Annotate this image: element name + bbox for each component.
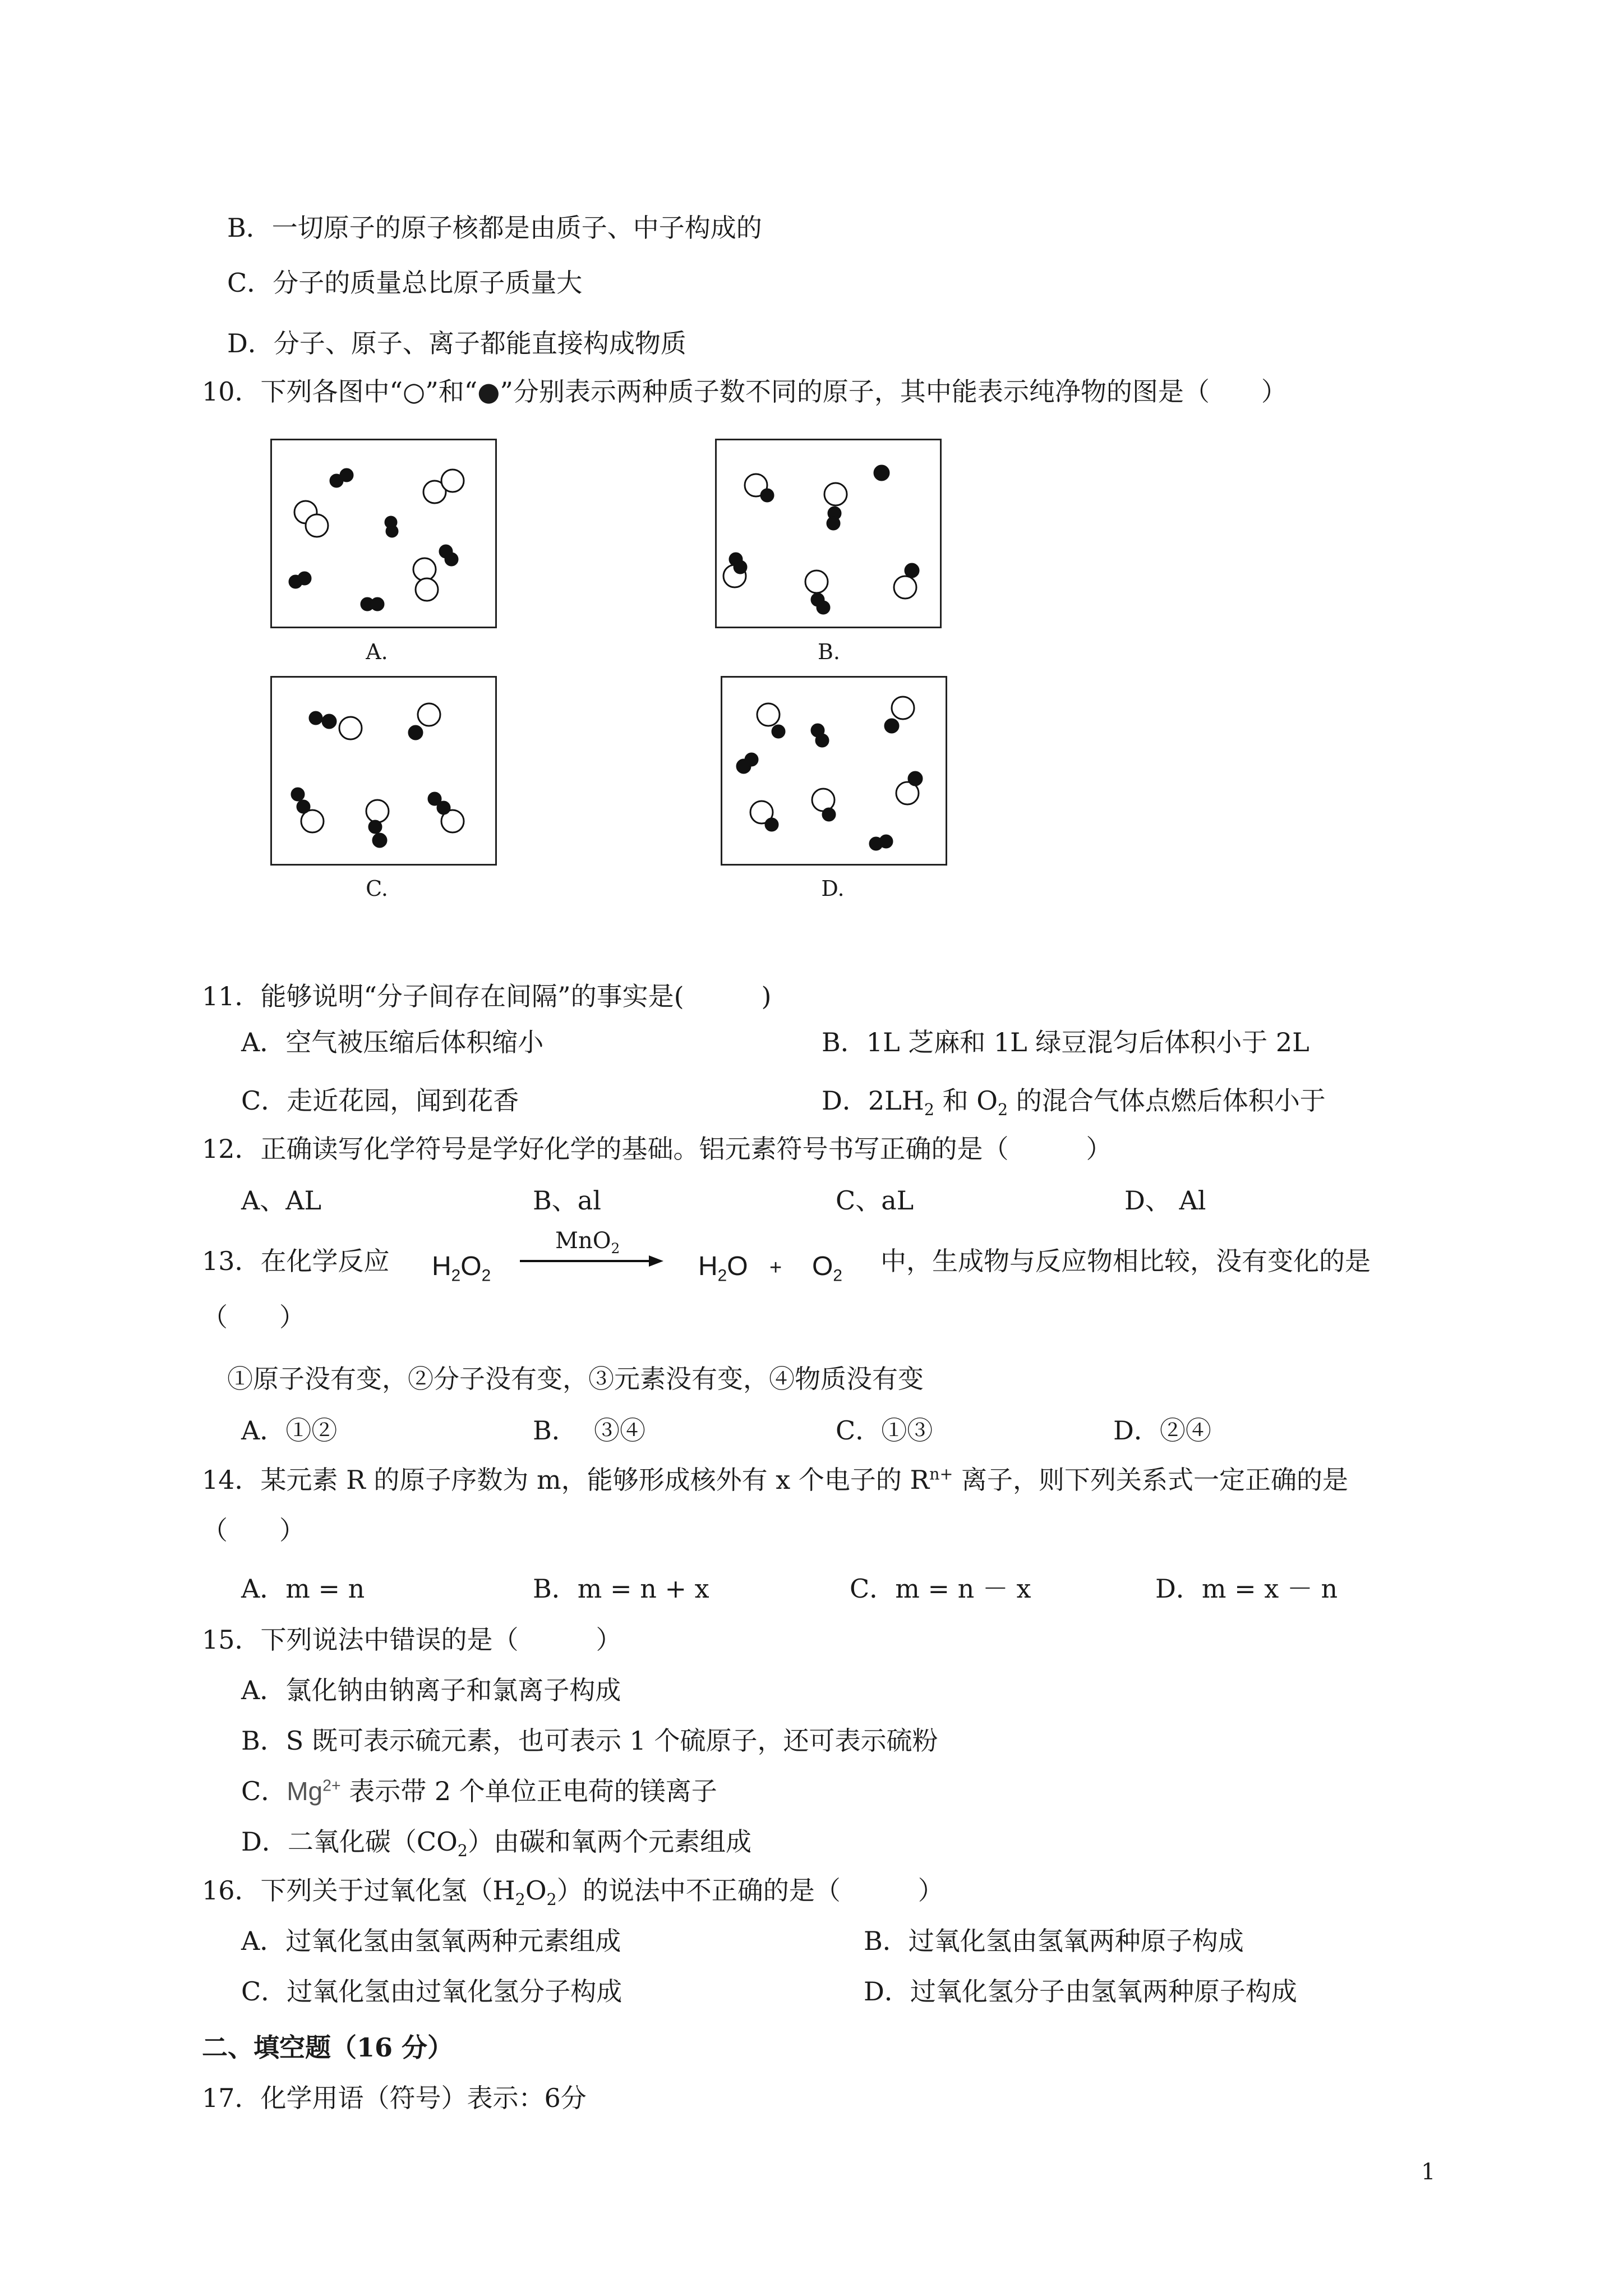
q14-option-a: A．m = n [241, 1573, 365, 1604]
q12-option-a: A、AL [241, 1185, 321, 1216]
q13-statements: ①原子没有变，②分子没有变，③元素没有变，④物质没有变 [227, 1364, 924, 1394]
figure-a-caption: A. [366, 639, 388, 664]
figure-d-box [721, 676, 947, 866]
q13-option-b: B． ③④ [533, 1415, 646, 1446]
figure-b-particles [717, 440, 940, 627]
q9-option-b: B．一切原子的原子核都是由质子、中子构成的 [227, 213, 762, 243]
q13-stem-post: 中，生成物与反应物相比较，没有变化的是 [880, 1246, 1371, 1276]
figure-b-box [715, 439, 942, 628]
q11-stem: 11．能够说明“分子间存在间隔”的事实是( ) [202, 981, 772, 1011]
q10-stem: 10．下列各图中“○”和“●”分别表示两种质子数不同的原子，其中能表示纯净物的图是（ ） [202, 376, 1287, 407]
q13-plus: + [769, 1256, 782, 1280]
figure-c-particles [272, 678, 495, 864]
q15-option-b: B．S 既可表示硫元素，也可表示 1 个硫原子，还可表示硫粉 [241, 1726, 938, 1756]
q12-option-b: B、al [533, 1185, 601, 1216]
figure-d-particles [722, 678, 946, 864]
figure-a-particles [272, 440, 495, 627]
q12-option-c: C、aL [836, 1185, 914, 1216]
q16-stem: 16．下列关于过氧化氢$(H_2O_2)$的说法中不正确的是（ ） [202, 1875, 944, 1910]
q11-option-a: A．空气被压缩后体积缩小 [241, 1027, 544, 1057]
figure-b-caption: B. [817, 639, 840, 664]
q13-option-a: A．①② [241, 1415, 338, 1446]
figure-c-caption: C. [366, 876, 388, 901]
q15-option-d: D．二氧化碳$(CO_2)$由碳和氧两个元素组成 [241, 1826, 751, 1861]
q14-stem: 14．某元素 R 的原子序数为 m，能够形成核外有 x 个电子的 $R^{n+}$ 离子，则下列关系式一定正确的是 [202, 1465, 1348, 1495]
q13-product-oxygen: $O_2$ [812, 1251, 842, 1285]
q9-option-d: D．分子、原子、离子都能直接构成物质 [227, 328, 686, 358]
q15-option-c: C．$Mg^{2+}$ 表示带 2 个单位正电荷的镁离子 [241, 1776, 717, 1806]
page-number: 1 [1421, 2159, 1436, 2185]
figure-c-box [270, 676, 497, 866]
q14-blank: （ ） [202, 1515, 305, 1545]
q12-stem: 12．正确读写化学符号是学好化学的基础。铝元素符号书写正确的是（ ） [202, 1134, 1112, 1164]
q12-option-d: D、 Al [1124, 1185, 1206, 1216]
q11-option-b: B．1L 芝麻和 1L 绿豆混匀后体积小于 2L [822, 1027, 1310, 1057]
q16-option-b: B．过氧化氢由氢氧两种原子构成 [864, 1926, 1244, 1956]
figure-a-box [270, 439, 497, 628]
q14-option-c: C．m = n － x [850, 1573, 1031, 1604]
q15-stem: 15．下列说法中错误的是（ ） [202, 1625, 622, 1655]
q13-catalyst: MnO$_2$ [555, 1228, 620, 1257]
q13-option-c: C．①③ [836, 1415, 933, 1446]
q16-option-d: D．过氧化氢分子由氢氧两种原子构成 [864, 1976, 1297, 2007]
q14-option-d: D．m = x － n [1155, 1573, 1338, 1604]
q17-stem: 17．化学用语（符号）表示：6分 [202, 2083, 587, 2113]
section-heading-fill-in: 二、填空题（16 分） [202, 2032, 454, 2063]
figure-d-caption: D. [821, 876, 845, 901]
q11-option-d: D．$2LH_2$ 和 $O_2$ 的混合气体点燃后体积小于 [822, 1085, 1326, 1120]
q9-option-c: C．分子的质量总比原子质量大 [227, 268, 583, 298]
q13-stem-pre: 13．在化学反应 [202, 1246, 390, 1276]
q13-reaction-arrow [519, 1254, 665, 1268]
q13-blank: （ ） [202, 1302, 305, 1332]
q15-option-a: A．氯化钠由钠离子和氯离子构成 [241, 1675, 621, 1705]
q13-reactant: $H_2O_2$ [432, 1251, 491, 1285]
q13-option-d: D．②④ [1113, 1415, 1211, 1446]
q14-option-b: B．m = n + x [533, 1573, 709, 1604]
q16-option-c: C．过氧化氢由过氧化氢分子构成 [241, 1976, 623, 2007]
q11-option-c: C．走近花园，闻到花香 [241, 1085, 519, 1116]
q16-option-a: A．过氧化氢由氢氧两种元素组成 [241, 1926, 621, 1956]
q13-product-water: $H_2O$ [698, 1251, 748, 1285]
